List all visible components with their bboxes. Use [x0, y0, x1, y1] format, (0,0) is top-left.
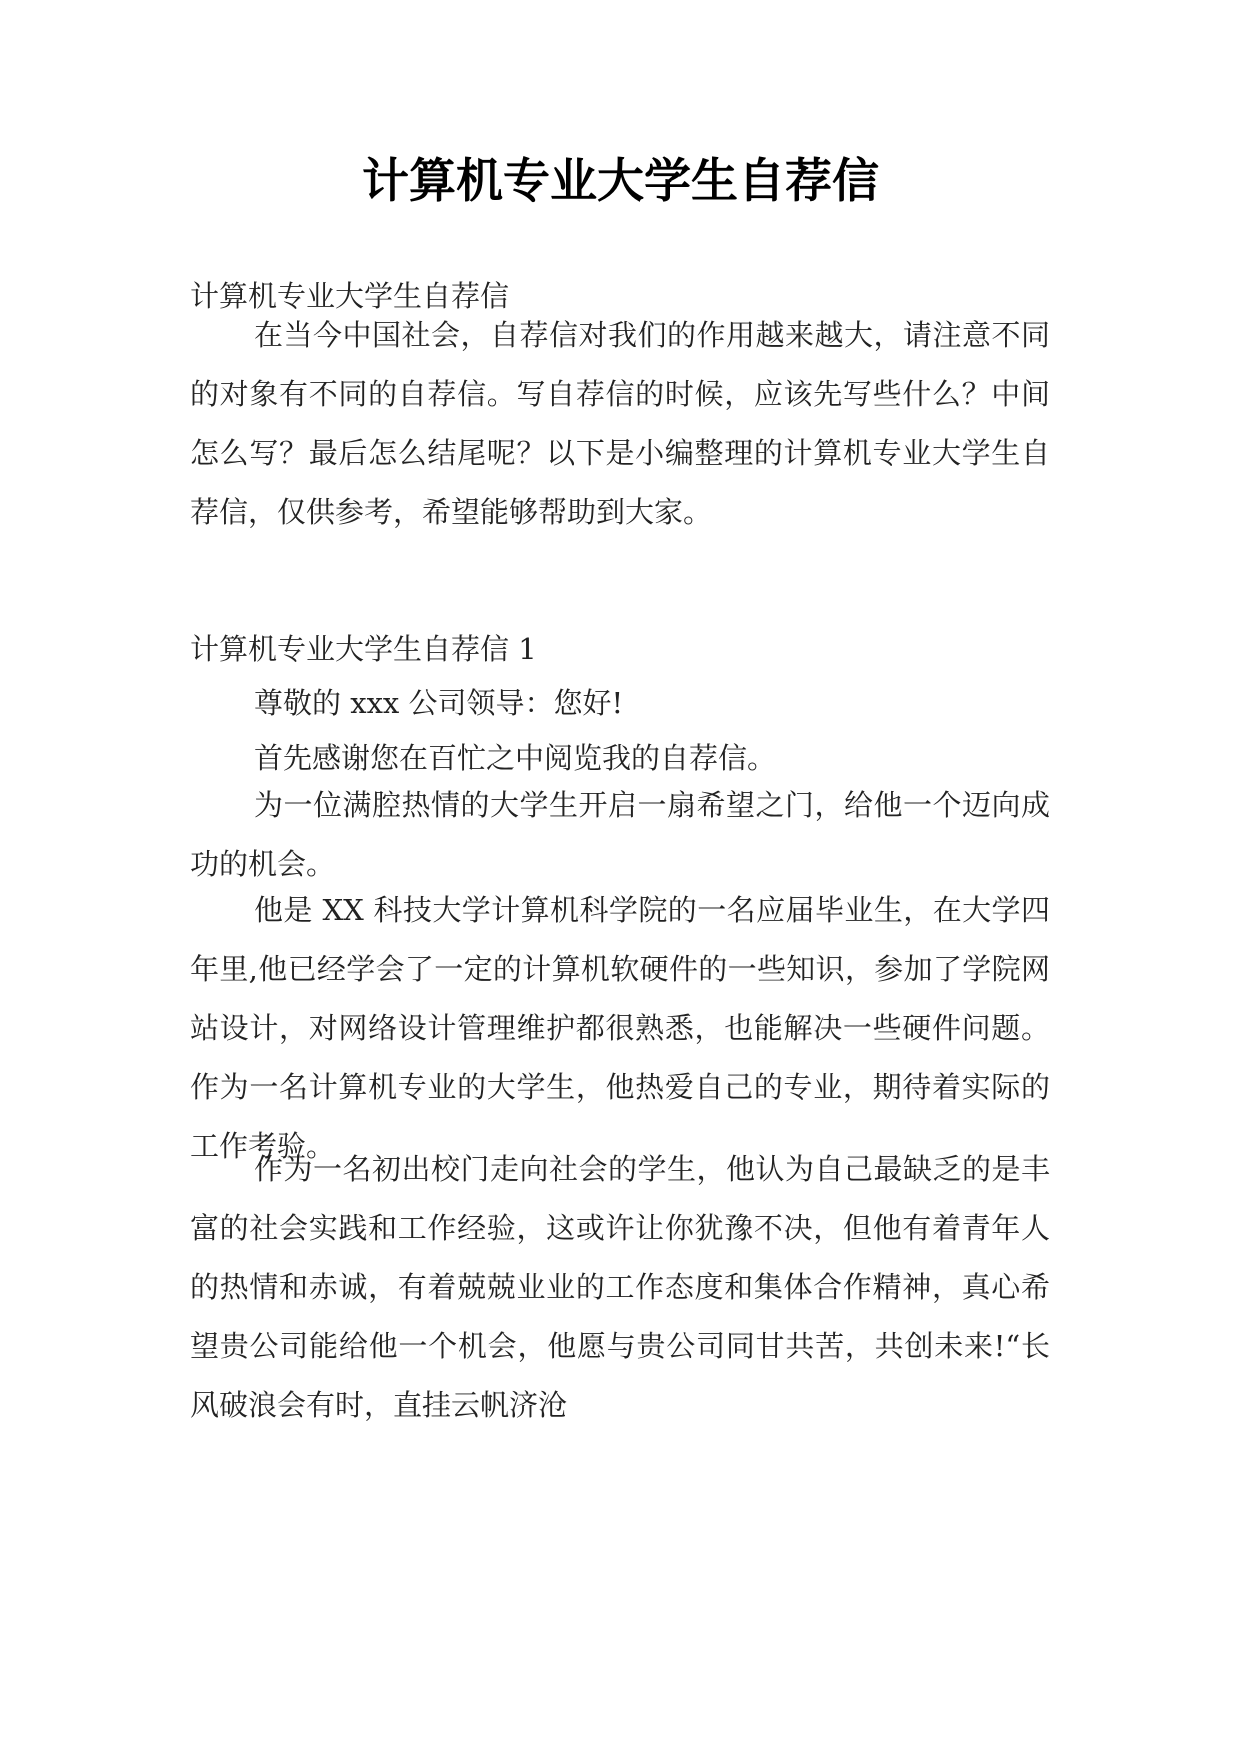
paragraph-background: 他是 XX 科技大学计算机科学院的一名应届毕业生，在大学四年里,他已经学会了一定的计算机软硬件的一些知识，参加了学院网站设计，对网络设计管理维护都很熟悉，也能解决一些硬件问题。作为一名计算机专业的大学生，他热爱自己的专业，期待着实际的工作考验。: [190, 893, 1050, 1163]
document-subtitle: 计算机专业大学生自荐信: [190, 279, 510, 313]
section-heading: 计算机专业大学生自荐信 1: [190, 632, 537, 666]
document-title: 计算机专业大学生自荐信: [362, 154, 879, 209]
paragraph-motivation: 作为一名初出校门走向社会的学生，他认为自己最缺乏的是丰富的社会实践和工作经验，这或许让你犹豫不决，但他有着青年人的热情和赤诚，有着兢兢业业的工作态度和集体合作精神，真心希望贵公司能给他一个机会，他愿与贵公司同甘共苦，共创未来!“长风破浪会有时，直挂云帆济沧: [190, 1152, 1050, 1422]
paragraph-opportunity: 为一位满腔热情的大学生开启一扇希望之门，给他一个迈向成功的机会。: [190, 788, 1050, 881]
salutation: 尊敬的 xxx 公司领导：您好!: [254, 686, 624, 720]
paragraph-thanks: 首先感谢您在百忙之中阅览我的自荐信。: [254, 741, 777, 775]
intro-paragraph: 在当今中国社会，自荐信对我们的作用越来越大，请注意不同的对象有不同的自荐信。写自荐信的时候，应该先写些什么？中间怎么写？最后怎么结尾呢？以下是小编整理的计算机专业大学生自荐信，仅供参考，希望能够帮助到大家。: [190, 318, 1050, 529]
